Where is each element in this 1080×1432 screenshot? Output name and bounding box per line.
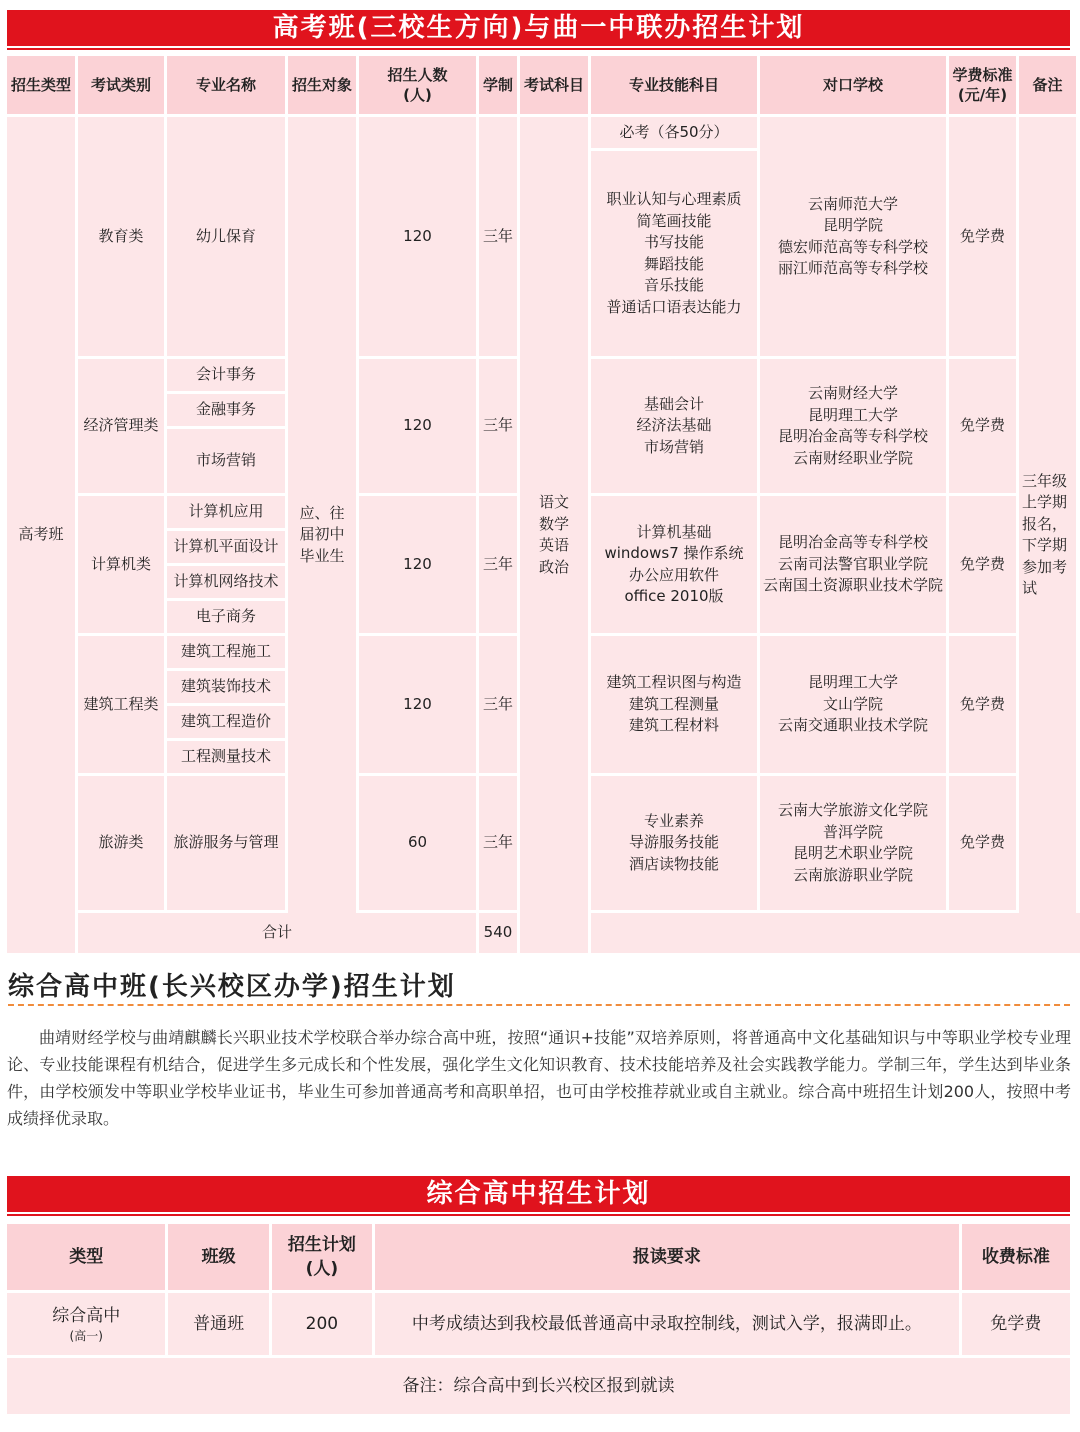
section-divider bbox=[8, 1004, 1070, 1006]
cell-count: 120 bbox=[359, 359, 476, 493]
cell-count: 60 bbox=[359, 776, 476, 910]
table-header-row bbox=[7, 56, 1080, 114]
cell-category-computer: 计算机类 bbox=[78, 496, 164, 633]
cell-fee: 免学费 bbox=[962, 1293, 1070, 1355]
cell-major: 会计事务 bbox=[167, 359, 285, 391]
cell-type-sub: (高一) bbox=[69, 1329, 103, 1343]
cell-category-tourism: 旅游类 bbox=[78, 776, 164, 910]
cell-class: 普通班 bbox=[168, 1293, 268, 1355]
cell-category-economics: 经济管理类 bbox=[78, 359, 164, 493]
cell-fee: 免学费 bbox=[949, 776, 1016, 910]
cell-note: 备注：综合高中到长兴校区报到就读 bbox=[7, 1358, 1070, 1414]
cell-major: 计算机平面设计 bbox=[167, 531, 285, 563]
cell-skills: 职业认知与心理素质 简笔画技能 书写技能 舞蹈技能 音乐技能 普通话口语表达能力 bbox=[591, 151, 757, 356]
header-skill-subjects: 专业技能科目 bbox=[591, 56, 757, 114]
cell-skills: 计算机基础 windows7 操作系统 办公应用软件 office 2010版 bbox=[591, 496, 757, 633]
cell-major: 电子商务 bbox=[167, 601, 285, 633]
table-header-row bbox=[7, 1224, 1070, 1290]
header-fee: 学费标准 (元/年) bbox=[949, 56, 1016, 114]
section-paragraph: 曲靖财经学校与曲靖麒麟长兴职业技术学校联合举办综合高中班，按照“通识+技能”双培养原则，将普通高中文化基础知识与中等职业学校专业理论、专业技能课程有机结合，促进学生多元成长和个性发展，强化学生文化知识教育、技术技能培养及社会实践教学能力。学制三年，学生达到毕业条件，由学校颁发中等职业学校毕业证书，毕业生可参加普通高考和高职单招，也可由学校推荐就业或自主就业。综合高中班招生计划200人，按照中考成绩择优录取。 bbox=[7, 1028, 1071, 1128]
cell-category-construction: 建筑工程类 bbox=[78, 636, 164, 773]
cell-major: 计算机应用 bbox=[167, 496, 285, 528]
header-target: 招生对象 bbox=[288, 56, 356, 114]
header-plan: 招生计划 (人) bbox=[272, 1224, 372, 1290]
section-title: 综合高中班(长兴校区办学)招生计划 bbox=[8, 972, 456, 1002]
cell-schools: 云南财经大学 昆明理工大学 昆明冶金高等专科学校 云南财经职业学院 bbox=[760, 359, 946, 493]
cell-schools: 云南师范大学 昆明学院 德宏师范高等专科学校 丽江师范高等专科学校 bbox=[760, 117, 946, 356]
cell-duration: 三年 bbox=[479, 636, 517, 773]
cell-duration: 三年 bbox=[479, 359, 517, 493]
table-row bbox=[7, 1293, 1070, 1355]
cell-major: 计算机网络技术 bbox=[167, 566, 285, 598]
header-remark: 备注 bbox=[1019, 56, 1076, 114]
cell-count: 120 bbox=[359, 636, 476, 773]
cell-duration: 三年 bbox=[479, 496, 517, 633]
cell-count: 120 bbox=[359, 117, 476, 356]
header-type: 类型 bbox=[7, 1224, 165, 1290]
cell-total-blank bbox=[591, 913, 1080, 953]
cell-fee: 免学费 bbox=[949, 117, 1016, 356]
cell-duration: 三年 bbox=[479, 117, 517, 356]
cell-total-label: 合计 bbox=[78, 913, 476, 953]
cell-major: 工程测量技术 bbox=[167, 741, 285, 773]
header-requirement: 报读要求 bbox=[375, 1224, 959, 1290]
cell-major: 幼儿保育 bbox=[167, 117, 285, 356]
cell-fee: 免学费 bbox=[949, 496, 1016, 633]
cell-major: 建筑装饰技术 bbox=[167, 671, 285, 703]
cell-major: 市场营销 bbox=[167, 429, 285, 493]
cell-schools: 昆明理工大学 文山学院 云南交通职业技术学院 bbox=[760, 636, 946, 773]
header-fee: 收费标准 bbox=[962, 1224, 1070, 1290]
cell-schools: 昆明冶金高等专科学校 云南司法警官职业学院 云南国土资源职业技术学院 bbox=[760, 496, 946, 633]
table-row bbox=[7, 117, 1080, 148]
cell-type-main: 综合高中 bbox=[52, 1306, 121, 1326]
cell-total-value: 540 bbox=[479, 913, 517, 953]
cell-skills: 专业素养 导游服务技能 酒店读物技能 bbox=[591, 776, 757, 910]
cell-remark: 三年级上学期报名，下学期参加考试 bbox=[1019, 117, 1076, 953]
cell-count: 120 bbox=[359, 496, 476, 633]
gaokao-plan-table bbox=[4, 53, 1080, 956]
cell-required-note: 必考（各50分） bbox=[591, 117, 757, 148]
cell-requirement: 中考成绩达到我校最低普通高中录取控制线，测试入学，报满即止。 bbox=[375, 1293, 959, 1355]
cell-major: 旅游服务与管理 bbox=[167, 776, 285, 910]
cell-skills: 建筑工程识图与构造 建筑工程测量 建筑工程材料 bbox=[591, 636, 757, 773]
cell-major: 建筑工程造价 bbox=[167, 706, 285, 738]
cell-type bbox=[7, 1293, 165, 1355]
header-count: 招生人数 (人) bbox=[359, 56, 476, 114]
cell-fee: 免学费 bbox=[949, 636, 1016, 773]
header-type: 招生类型 bbox=[7, 56, 75, 114]
header-class: 班级 bbox=[168, 1224, 268, 1290]
cell-type: 高考班 bbox=[7, 117, 75, 953]
header-exam-subjects: 考试科目 bbox=[520, 56, 588, 114]
cell-duration: 三年 bbox=[479, 776, 517, 910]
cell-target: 应、往 届初中 毕业生 bbox=[288, 117, 356, 953]
cell-fee: 免学费 bbox=[949, 359, 1016, 493]
cell-major: 金融事务 bbox=[167, 394, 285, 426]
cell-skills: 基础会计 经济法基础 市场营销 bbox=[591, 359, 757, 493]
plan-banner-title: 高考班(三校生方向)与曲一中联办招生计划 bbox=[7, 10, 1070, 46]
cell-schools: 云南大学旅游文化学院 普洱学院 昆明艺术职业学院 云南旅游职业学院 bbox=[760, 776, 946, 910]
note-row bbox=[7, 1358, 1070, 1414]
cell-major: 建筑工程施工 bbox=[167, 636, 285, 668]
header-exam-category: 考试类别 bbox=[78, 56, 164, 114]
header-duration: 学制 bbox=[479, 56, 517, 114]
cell-plan: 200 bbox=[272, 1293, 372, 1355]
comprehensive-plan-banner: 综合高中招生计划 bbox=[7, 1176, 1070, 1212]
cell-exam-subjects: 语文 数学 英语 政治 bbox=[520, 117, 588, 953]
cell-category-education: 教育类 bbox=[78, 117, 164, 356]
header-major: 专业名称 bbox=[167, 56, 285, 114]
header-schools: 对口学校 bbox=[760, 56, 946, 114]
comprehensive-plan-table bbox=[4, 1221, 1073, 1417]
